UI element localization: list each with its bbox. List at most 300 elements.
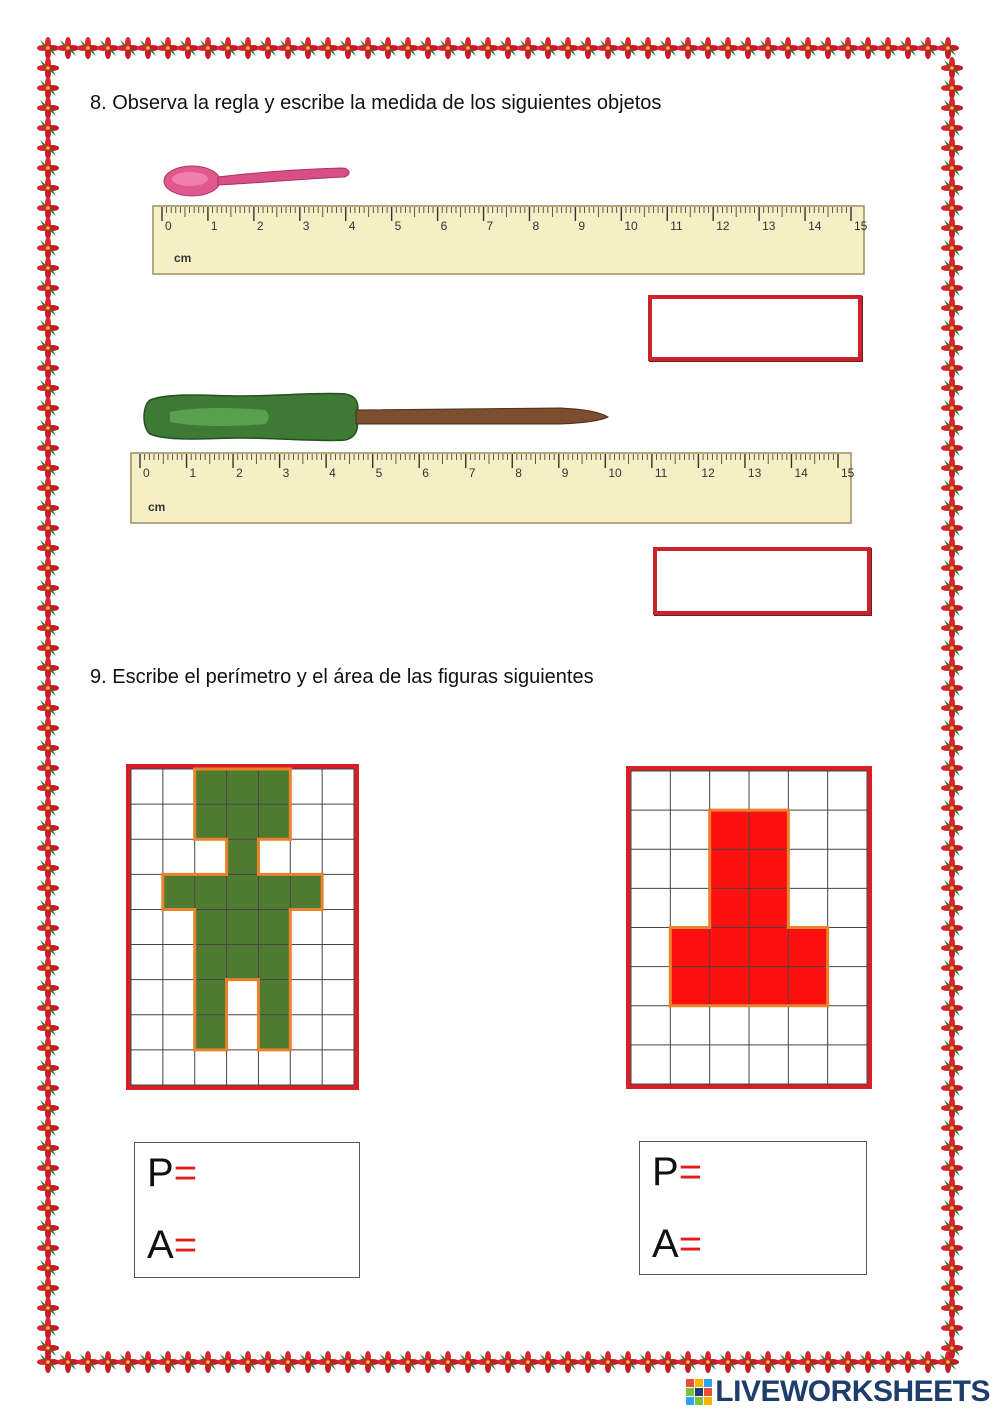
poinsettia-icon [941,1337,963,1359]
poinsettia-icon [717,1351,739,1373]
poinsettia-icon [577,37,599,59]
poinsettia-icon [941,957,963,979]
poinsettia-icon [697,1351,719,1373]
filled-cell [258,769,290,804]
filled-cell [258,909,290,944]
poinsettia-icon [37,997,59,1019]
poinsettia-icon [37,857,59,879]
poinsettia-icon [941,917,963,939]
ruler-tick-label: 2 [256,219,264,233]
poinsettia-icon [37,437,59,459]
ruler-tick-label: 14 [794,466,808,480]
poinsettia-icon [37,837,59,859]
poinsettia-icon [37,937,59,959]
poinsettia-icon [257,1351,279,1373]
poinsettia-icon [37,577,59,599]
poinsettia-icon [497,37,519,59]
question-8: 8. Observa la regla y escribe la medida de los siguientes objetos [90,92,662,114]
poinsettia-icon [37,497,59,519]
poinsettia-icon [817,1351,839,1373]
poinsettia-icon [941,77,963,99]
filled-cell [227,769,259,804]
poinsettia-icon [37,1057,59,1079]
question-9: 9. Escribe el perímetro y el área de las figuras siguientes [90,666,594,688]
poinsettia-icon [57,37,79,59]
poinsettia-icon [757,1351,779,1373]
answer-box-screwdriver[interactable] [653,547,871,615]
filled-cell [227,945,259,980]
filled-cell [195,1015,227,1050]
filled-cell [258,874,290,909]
area-field[interactable] [147,1223,197,1268]
poinsettia-icon [37,977,59,999]
poinsettia-icon [941,537,963,559]
poinsettia-icon [597,37,619,59]
poinsettia-icon [797,37,819,59]
poinsettia-icon [941,97,963,119]
poinsettia-icon [37,557,59,579]
poinsettia-icon [941,1197,963,1219]
poinsettia-icon [697,37,719,59]
poinsettia-icon [37,1337,59,1359]
poinsettia-icon [777,1351,799,1373]
poinsettia-icon [897,1351,919,1373]
perimeter-field[interactable] [147,1151,197,1196]
poinsettia-icon [397,1351,419,1373]
filled-cell [749,849,788,888]
filled-cell [749,810,788,849]
poinsettia-icon [941,437,963,459]
poinsettia-icon [397,37,419,59]
ruler-body [131,453,851,523]
poinsettia-icon [317,37,339,59]
poinsettia-icon [37,157,59,179]
ruler-tick-label: 9 [561,466,569,480]
ruler-tick-label: 1 [210,219,218,233]
poinsettia-icon [417,37,439,59]
poinsettia-icon [941,1097,963,1119]
poinsettia-icon [37,1217,59,1239]
poinsettia-icon [37,1137,59,1159]
poinsettia-icon [941,657,963,679]
poinsettia-icon [37,777,59,799]
poinsettia-icon [897,37,919,59]
filled-cell [258,804,290,839]
poinsettia-icon [37,117,59,139]
poinsettia-icon [37,457,59,479]
poinsettia-icon [941,897,963,919]
poinsettia-icon [37,717,59,739]
screwdriver-icon [140,388,615,448]
poinsettia-icon [217,37,239,59]
poinsettia-icon [941,997,963,1019]
poinsettia-icon [297,1351,319,1373]
poinsettia-icon [37,1177,59,1199]
poinsettia-icon [457,1351,479,1373]
poinsettia-icon [77,1351,99,1373]
poinsettia-icon [477,1351,499,1373]
filled-cell [195,980,227,1015]
poinsettia-icon [941,557,963,579]
grid-figure-2 [626,766,872,1089]
poinsettia-icon [37,1017,59,1039]
poinsettia-icon [941,817,963,839]
poinsettia-icon [941,597,963,619]
poinsettia-icon [941,277,963,299]
poinsettia-icon [37,1257,59,1279]
poinsettia-icon [37,337,59,359]
poinsettia-icon [941,777,963,799]
poinsettia-icon [37,317,59,339]
poinsettia-icon [297,37,319,59]
poinsettia-icon [537,1351,559,1373]
ruler-tick-label: 3 [302,219,310,233]
poinsettia-icon [37,1277,59,1299]
poinsettia-icon [941,57,963,79]
poinsettia-icon [37,217,59,239]
area-field[interactable] [652,1222,702,1267]
ruler-tick-label: 7 [468,466,476,480]
poinsettia-icon [217,1351,239,1373]
poinsettia-icon [177,37,199,59]
poinsettia-icon [277,37,299,59]
poinsettia-icon [941,237,963,259]
poinsettia-icon [677,37,699,59]
poinsettia-icon [37,597,59,619]
poinsettia-icon [57,1351,79,1373]
poinsettia-icon [617,37,639,59]
poinsettia-icon [157,1351,179,1373]
poinsettia-icon [37,1117,59,1139]
poinsettia-icon [237,37,259,59]
filled-cell [195,804,227,839]
poinsettia-icon [941,1137,963,1159]
ruler-tick-label: 4 [348,219,356,233]
poinsettia-icon [377,37,399,59]
ruler-tick-label: 11 [654,466,668,480]
filled-cell [227,804,259,839]
poinsettia-icon [137,1351,159,1373]
poinsettia-icon [941,297,963,319]
poinsettia-icon [37,97,59,119]
filled-cell [749,928,788,967]
filled-cell [195,945,227,980]
poinsettia-icon [37,177,59,199]
poinsettia-icon [941,1257,963,1279]
poinsettia-icon [941,217,963,239]
poinsettia-icon [941,677,963,699]
poinsettia-icon [817,37,839,59]
poinsettia-icon [37,817,59,839]
poinsettia-icon [757,37,779,59]
poinsettia-icon [617,1351,639,1373]
filled-cell [710,888,749,927]
poinsettia-icon [37,1097,59,1119]
poinsettia-icon [917,1351,939,1373]
poinsettia-icon [941,797,963,819]
poinsettia-icon [941,697,963,719]
poinsettia-icon [97,1351,119,1373]
poinsettia-icon [941,977,963,999]
poinsettia-icon [941,397,963,419]
filled-cell [749,967,788,1006]
ruler-tick-label: 4 [329,466,336,480]
ruler-body [153,206,864,274]
filled-cell [227,909,259,944]
poinsettia-icon [37,137,59,159]
poinsettia-icon [37,637,59,659]
poinsettia-icon [497,1351,519,1373]
poinsettia-icon [37,877,59,899]
liveworksheets-brand[interactable] [686,1375,990,1409]
poinsettia-icon [941,137,963,159]
poinsettia-icon [37,617,59,639]
poinsettia-icon [37,537,59,559]
poinsettia-icon [37,677,59,699]
ruler-tick-label: 6 [440,219,448,233]
poinsettia-icon [557,1351,579,1373]
poinsettia-icon [337,37,359,59]
ruler-2 [130,452,855,524]
poinsettia-icon [37,77,59,99]
poinsettia-icon [941,737,963,759]
poinsettia-icon [941,1157,963,1179]
ruler-tick-label: 9 [578,219,586,233]
poinsettia-icon [357,37,379,59]
poinsettia-icon [117,37,139,59]
poinsettia-icon [117,1351,139,1373]
perimeter-area-box-1[interactable] [134,1142,360,1278]
ruler-tick-label: 6 [422,466,429,480]
ruler-tick-label: 8 [515,466,522,480]
poinsettia-icon [437,37,459,59]
poinsettia-icon [177,1351,199,1373]
ruler-tick-label: 10 [608,466,622,480]
poinsettia-icon [597,1351,619,1373]
poinsettia-icon [941,417,963,439]
poinsettia-icon [941,197,963,219]
poinsettia-icon [37,897,59,919]
filled-cell [227,874,259,909]
poinsettia-icon [941,1017,963,1039]
filled-cell [290,874,322,909]
poinsettia-icon [477,37,499,59]
ruler-tick-label: 15 [854,219,868,233]
poinsettia-icon [941,577,963,599]
poinsettia-icon [37,1317,59,1339]
poinsettia-icon [37,357,59,379]
ruler-tick-label: 15 [841,466,855,480]
ruler-tick-label: 10 [624,219,638,233]
ruler-tick-label: 7 [486,219,494,233]
filled-cell [710,810,749,849]
ruler-tick-label: 11 [670,219,683,233]
poinsettia-icon [677,1351,699,1373]
ruler-tick-label: 0 [165,219,172,233]
ruler-tick-label: 2 [236,466,243,480]
poinsettia-icon [941,617,963,639]
area-label: A [652,1222,679,1266]
poinsettia-icon [941,1037,963,1059]
answer-box-spoon[interactable] [648,295,862,361]
poinsettia-icon [941,377,963,399]
poinsettia-icon [357,1351,379,1373]
filled-cell [195,874,227,909]
filled-cell [749,888,788,927]
poinsettia-icon [37,1077,59,1099]
ruler-tick-label: 13 [747,466,762,480]
poinsettia-icon [37,277,59,299]
filled-cell [788,967,827,1006]
filled-cell [258,945,290,980]
poinsettia-icon [437,1351,459,1373]
poinsettia-icon [37,657,59,679]
poinsettia-icon [941,1317,963,1339]
poinsettia-icon [197,1351,219,1373]
poinsettia-icon [277,1351,299,1373]
poinsettia-icon [37,957,59,979]
poinsettia-icon [941,1117,963,1139]
poinsettia-icon [37,737,59,759]
poinsettia-icon [717,37,739,59]
poinsettia-icon [941,1057,963,1079]
poinsettia-icon [337,1351,359,1373]
poinsettia-icon [37,477,59,499]
poinsettia-icon [137,37,159,59]
poinsettia-icon [917,37,939,59]
filled-cell [670,967,709,1006]
poinsettia-icon [37,1237,59,1259]
poinsettia-icon [941,517,963,539]
ruler-tick-label: 14 [808,219,822,233]
filled-cell [710,967,749,1006]
poinsettia-icon [657,1351,679,1373]
poinsettia-icon [317,1351,339,1373]
spoon-icon [160,155,360,205]
poinsettia-icon [37,697,59,719]
poinsettia-icon [777,37,799,59]
poinsettia-icon [941,717,963,739]
poinsettia-icon [237,1351,259,1373]
brand-name: LIVEWORKSHEETS [715,1375,990,1408]
poinsettia-icon [941,1217,963,1239]
poinsettia-icon [37,1037,59,1059]
grid-figure-1 [126,764,359,1090]
filled-cell [710,849,749,888]
poinsettia-icon [37,517,59,539]
poinsettia-icon [737,1351,759,1373]
poinsettia-icon [37,37,59,59]
poinsettia-icon [797,1351,819,1373]
perimeter-field[interactable] [652,1150,702,1195]
poinsettia-icon [737,37,759,59]
area-label: A [147,1223,174,1267]
poinsettia-icon [257,37,279,59]
poinsettia-icon [941,937,963,959]
poinsettia-icon [37,1297,59,1319]
poinsettia-icon [941,477,963,499]
equals-sign: = [678,1222,703,1266]
filled-cell [163,874,195,909]
poinsettia-icon [941,1237,963,1259]
ruler-tick-label: 12 [701,466,715,480]
poinsettia-icon [857,37,879,59]
poinsettia-icon [941,357,963,379]
poinsettia-icon [557,37,579,59]
ruler-tick-label: 5 [375,466,383,480]
filled-cell [258,1015,290,1050]
perimeter-label: P [652,1150,679,1194]
poinsettia-icon [941,117,963,139]
filled-cell [195,909,227,944]
poinsettia-icon [941,837,963,859]
poinsettia-icon [37,797,59,819]
poinsettia-icon [457,37,479,59]
filled-cell [710,928,749,967]
ruler-unit-label: cm [174,251,192,265]
ruler-tick-label: 8 [532,219,540,233]
poinsettia-icon [941,877,963,899]
poinsettia-icon [941,337,963,359]
poinsettia-icon [37,297,59,319]
ruler-tick-label: 13 [762,219,776,233]
poinsettia-icon [37,257,59,279]
poinsettia-icon [837,1351,859,1373]
poinsettia-icon [941,177,963,199]
poinsettia-icon [877,1351,899,1373]
poinsettia-icon [877,37,899,59]
poinsettia-icon [937,1351,959,1373]
filled-cell [670,928,709,967]
poinsettia-icon [941,457,963,479]
ruler-tick-label: 12 [716,219,730,233]
filled-cell [195,769,227,804]
poinsettia-icon [517,1351,539,1373]
poinsettia-icon [37,1197,59,1219]
poinsettia-icon [537,37,559,59]
poinsettia-icon [857,1351,879,1373]
ruler-tick-label: 1 [189,466,197,480]
ruler-1 [152,205,868,275]
poinsettia-icon [37,417,59,439]
poinsettia-icon [941,1177,963,1199]
poinsettia-icon [577,1351,599,1373]
poinsettia-icon [941,637,963,659]
filled-cell [227,839,259,874]
poinsettia-icon [941,1077,963,1099]
poinsettia-icon [37,917,59,939]
equals-sign: = [173,1223,198,1267]
poinsettia-icon [637,1351,659,1373]
filled-cell [258,980,290,1015]
poinsettia-icon [937,37,959,59]
filled-cell [788,928,827,967]
perimeter-area-box-2[interactable] [639,1141,867,1275]
poinsettia-icon [37,1351,59,1373]
equals-sign: = [173,1151,198,1195]
perimeter-label: P [147,1151,174,1195]
poinsettia-icon [417,1351,439,1373]
poinsettia-icon [377,1351,399,1373]
poinsettia-icon [941,857,963,879]
ruler-tick-label: 0 [143,466,150,480]
poinsettia-icon [37,397,59,419]
ruler-tick-label: 5 [394,219,402,233]
poinsettia-icon [97,37,119,59]
poinsettia-icon [37,757,59,779]
poinsettia-icon [837,37,859,59]
poinsettia-icon [657,37,679,59]
